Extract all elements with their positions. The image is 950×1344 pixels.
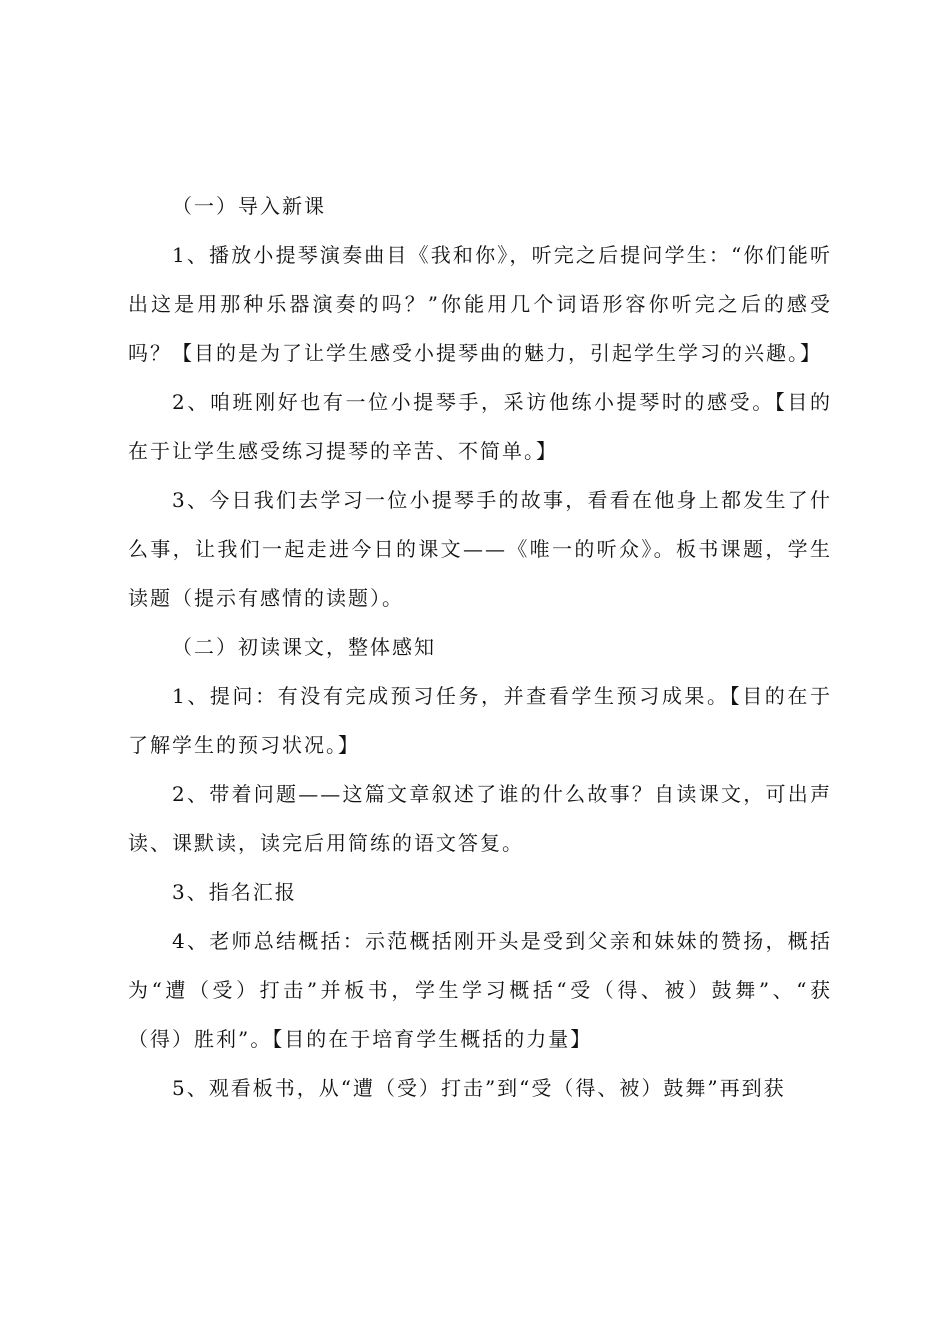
paragraph: 1、播放小提琴演奏曲目《我和你》，听完之后提问学生：“你们能听出这是用那种乐器演奏的吗？”你能用几个词语形容你听完之后的感受吗？【目的是为了让学生感受小提琴曲的魅力，引起学生学习的兴趣。】 [128,243,832,365]
document-body [128,182,832,1113]
paragraph: 3、今日我们去学习一位小提琴手的故事，看看在他身上都发生了什么事，让我们一起走进今日的课文——《唯一的听众》。板书课题，学生读题（提示有感情的读题）。 [128,488,832,610]
paragraph: 2、咱班刚好也有一位小提琴手，采访他练小提琴时的感受。【目的在于让学生感受练习提琴的辛苦、不简单。】 [128,390,832,463]
paragraph: 2、带着问题——这篇文章叙述了谁的什么故事？自读课文，可出声读、课默读，读完后用简练的语文答复。 [128,782,832,855]
paragraph: 1、提问：有没有完成预习任务，并查看学生预习成果。【目的在于了解学生的预习状况。】 [128,684,832,757]
paragraph: 5、观看板书，从“遭（受）打击”到“受（得、被）鼓舞”再到获 [172,1076,786,1100]
section-heading-reading: （二）初读课文，整体感知 [172,635,436,659]
paragraph: 4、老师总结概括：示范概括刚开头是受到父亲和妹妹的赞扬，概括为“遭（受）打击”并板书，学生学习概括“受（得、被）鼓舞”、“获（得）胜利”。【目的在于培育学生概括的力量】 [128,929,832,1051]
paragraph: 3、指名汇报 [172,880,297,904]
section-heading-intro: （一）导入新课 [172,194,326,218]
